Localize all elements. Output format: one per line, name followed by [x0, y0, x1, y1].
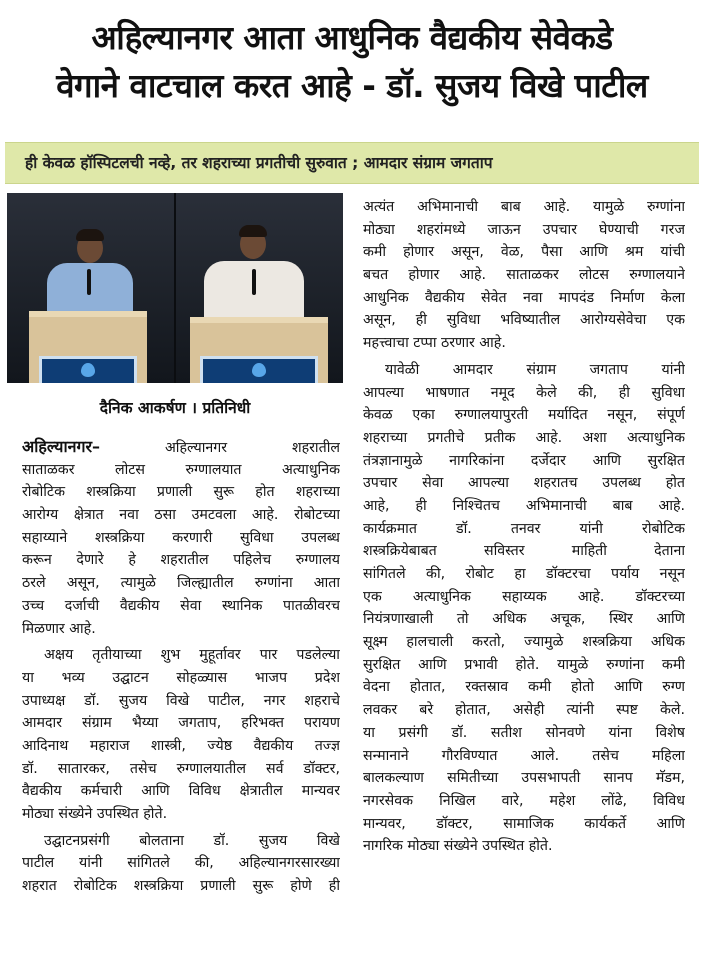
microphone-left	[87, 269, 91, 295]
article-line: उच्च दर्जाची वैद्यकीय सेवा स्थानिक पातळीवरच	[22, 597, 340, 614]
article-line: केवळ एका रुग्णालयापुरती मर्यादित नसून, संपूर्ण	[363, 407, 685, 424]
article-line: वैद्यकीय कर्मचारी आणि विविध क्षेत्रातील मान्यवर	[22, 783, 340, 800]
article-line: एक अत्याधुनिक सहाय्यक आहे. डॉक्टरच्या	[363, 588, 685, 605]
subheadline-bar	[5, 142, 699, 184]
article-line: बालकल्याण समितीच्या उपसभापती सानप मॅडम,	[363, 770, 685, 787]
article-line: उद्घाटनप्रसंगी बोलताना डॉ. सुजय विखे	[44, 832, 340, 849]
article-line: उपाध्यक्ष डॉ. सुजय विखे पाटील, नगर शहराचे	[22, 692, 340, 709]
article-line: बचत होणार आहे. साताळकर लोटस रुग्णालयाने	[363, 267, 685, 284]
article-line: सुरक्षित आणि प्रभावी होते. यामुळे रुग्णांना कमी	[363, 656, 685, 673]
article-line: करून देणारे हे शहरातील पहिलेच रुग्णालय	[22, 552, 340, 569]
article-line: या प्रसंगी डॉ. सतीश सोनवणे यांना विशेष	[363, 724, 685, 741]
article-line: शस्त्रक्रियेबाबत सविस्तर माहिती देताना	[363, 543, 685, 560]
article-line: मोठ्या संख्येने उपस्थित होते.	[22, 806, 168, 822]
article-line: वेदना होतात, रक्तस्राव कमी होतो आणि रुग्ण	[363, 679, 685, 696]
article-line: असून, ही सुविधा भविष्यातील आरोग्यसेवेचा एक	[363, 312, 685, 329]
article-line: मान्यवर, डॉक्टर, सामाजिक कार्यकर्ते आणि	[363, 815, 685, 832]
podium-right	[190, 317, 328, 383]
headline-line-1: अहिल्यानगर आता आधुनिक वैद्यकीय सेवेकडे	[91, 18, 613, 57]
article-line: आहे, ही निश्चितच अभिमानाची बाब आहे.	[363, 497, 685, 514]
article-line: शहराच्या प्रगतीचे प्रतीक आहे. अशा अत्याधुनिक	[363, 429, 685, 446]
event-photo	[7, 193, 343, 383]
article-right-column	[363, 196, 685, 858]
photo-left-pane	[7, 193, 174, 383]
podium-left	[29, 311, 147, 383]
article-line: उपचार सेवा आपल्या शहरातच उपलब्ध होत	[363, 475, 685, 492]
article-line: आधुनिक वैद्यकीय सेवेत नवा मापदंड निर्माण केला	[363, 289, 685, 306]
article-line: तंत्रज्ञानामुळे नागरिकांना दर्जेदार आणि सुरक्षित	[363, 452, 685, 469]
article-line-text: अहिल्यानगर शहरातील	[100, 440, 340, 456]
podium-right-screen	[200, 356, 318, 383]
photo-right-pane	[176, 193, 343, 383]
photo-caption: दैनिक आकर्षण । प्रतिनिधी	[99, 399, 251, 417]
lotus-logo-icon	[81, 363, 95, 377]
article-line: मिळणार आहे.	[22, 620, 96, 637]
article-line: अत्यंत अभिमानाची बाब आहे. यामुळे रुग्णांना	[363, 199, 685, 215]
microphone-right	[252, 269, 256, 295]
article-line	[22, 436, 340, 459]
article-line: सूक्ष्म हालचाली करतो, ज्यामुळे शस्त्रक्रिया अधिक	[363, 634, 685, 651]
article-line: रोबोटिक शस्त्रक्रिया प्रणाली सुरू होत शहराच्या	[22, 484, 340, 501]
headline	[0, 14, 704, 110]
speaker-left-hair	[76, 229, 104, 241]
article-line: पाटील यांनी सांगितले की, अहिल्यानगरसारख्या	[22, 855, 340, 872]
article-line: सन्मानाने गौरविण्यात आले. तसेच महिला	[363, 747, 685, 764]
article-line: या भव्य उद्घाटन सोहळ्यास भाजप प्रदेश	[22, 669, 340, 686]
article-line: नागरिक मोठ्या संख्येने उपस्थित होते.	[363, 838, 553, 855]
article-line: आपल्या भाषणात नमूद केले की, ही सुविधा	[363, 384, 685, 401]
podium-left-screen	[39, 356, 137, 383]
article-line: ठरले असून, त्यामुळे जिल्ह्यातील रुग्णांना आता	[22, 575, 340, 592]
article-line: मोठ्या शहरांमध्ये जाऊन उपचार घेण्याची गरज	[363, 221, 685, 238]
article-line: सांगितले की, रोबोट हा डॉक्टरचा पर्याय नसून	[363, 566, 685, 582]
article-line: यावेळी आमदार संग्राम जगताप यांनी	[385, 361, 685, 378]
article-line: शहरात रोबोटिक शस्त्रक्रिया प्रणाली सुरू होणे ही	[22, 878, 340, 895]
article-line: डॉ. सातारकर, तसेच रुग्णालयातील सर्व डॉक्टर,	[22, 760, 340, 777]
article-line: अक्षय तृतीयाच्या शुभ मुहूर्तावर पार पडलेल्या	[44, 647, 340, 664]
article-line: नगरसेवक निखिल वारे, महेश लोंढे, विविध	[363, 792, 685, 809]
lotus-logo-icon	[252, 363, 266, 377]
article-line: नियंत्रणाखाली तो अधिक अचूक, स्थिर आणि	[363, 611, 685, 628]
article-line: लवकर बरे होतात, असेही त्यांनी स्पष्ट केले.	[363, 702, 685, 719]
article-line: आमदार संग्राम भैय्या जगताप, हरिभक्त परायण	[22, 715, 340, 732]
article-line: कमी होणार असून, वेळ, पैसा आणि श्रम यांची	[363, 244, 685, 261]
dateline: अहिल्यानगर–	[22, 437, 101, 456]
article-left-column	[22, 436, 340, 898]
article-line: महत्त्वाचा टप्पा ठरणार आहे.	[363, 335, 506, 352]
article-line: आदिनाथ महाराज शास्त्री, ज्येष्ठ वैद्यकीय तज्ज्ञ	[22, 737, 340, 754]
headline-line-2: वेगाने वाटचाल करत आहे - डॉ. सुजय विखे पाटील	[56, 66, 648, 105]
article-line: आरोग्य क्षेत्रात नवा ठसा उमटवला आहे. रोबोटच्या	[22, 507, 340, 524]
subheadline-text: ही केवळ हॉस्पिटलची नव्हे, तर शहराच्या प्रगतीची सुरुवात ; आमदार संग्राम जगताप	[25, 154, 493, 172]
speaker-right-hair	[239, 225, 267, 237]
article-line: साताळकर लोटस रुग्णालयात अत्याधुनिक	[22, 461, 340, 478]
article-line: सहाय्याने शस्त्रक्रिया करणारी सुविधा उपलब्ध	[22, 529, 340, 546]
article-line: कार्यक्रमात डॉ. तनवर यांनी रोबोटिक	[363, 520, 685, 537]
